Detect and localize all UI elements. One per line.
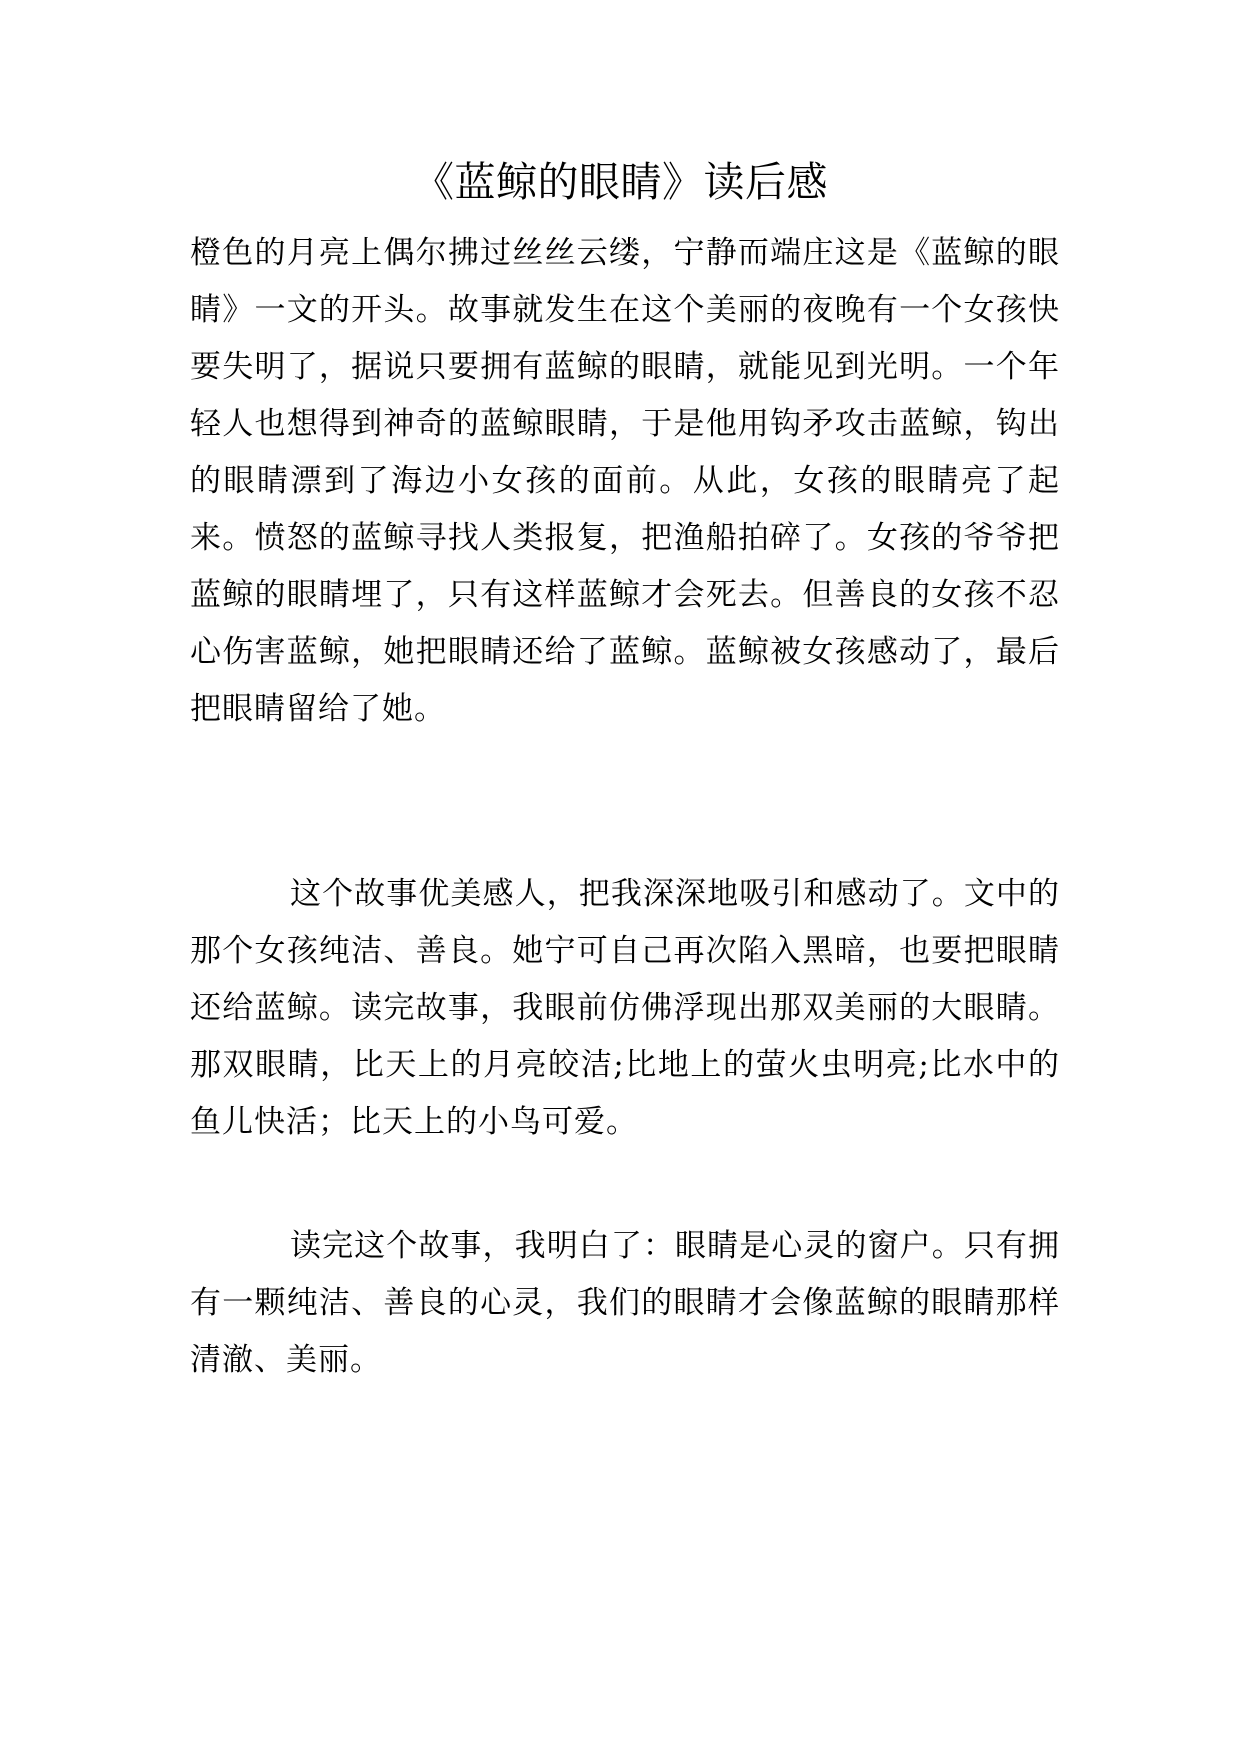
paragraph-summary: 橙色的月亮上偶尔拂过丝丝云缕，宁静而端庄这是《蓝鲸的眼睛》一文的开头。故事就发生在这个美丽的夜晚有一个女孩快要失明了，据说只要拥有蓝鲸的眼睛，就能见到光明。一个年轻人也想得到神奇的蓝鲸眼睛，于是他用钩矛攻击蓝鲸，钩出的眼睛漂到了海边小女孩的面前。从此，女孩的眼睛亮了起来。愤怒的蓝鲸寻找人类报复，把渔船拍碎了。女孩的爷爷把蓝鲸的眼睛埋了，只有这样蓝鲸才会死去。但善良的女孩不忍心伤害蓝鲸，她把眼睛还给了蓝鲸。蓝鲸被女孩感动了，最后把眼睛留给了她。: [190, 235, 1060, 727]
paragraph-impression: 这个故事优美感人，把我深深地吸引和感动了。文中的那个女孩纯洁、善良。她宁可自己再次陷入黑暗，也要把眼睛还给蓝鲸。读完故事，我眼前仿佛浮现出那双美丽的大眼睛。那双眼睛，比天上的月亮皎洁;比地上的萤火虫明亮;比水中的鱼儿快活；比天上的小鸟可爱。: [190, 876, 1060, 1140]
document-title: 《蓝鲸的眼睛》读后感: [413, 158, 828, 206]
paragraph-conclusion: 读完这个故事，我明白了：眼睛是心灵的窗户。只有拥有一颗纯洁、善良的心灵，我们的眼睛才会像蓝鲸的眼睛那样清澈、美丽。: [190, 1228, 1060, 1378]
